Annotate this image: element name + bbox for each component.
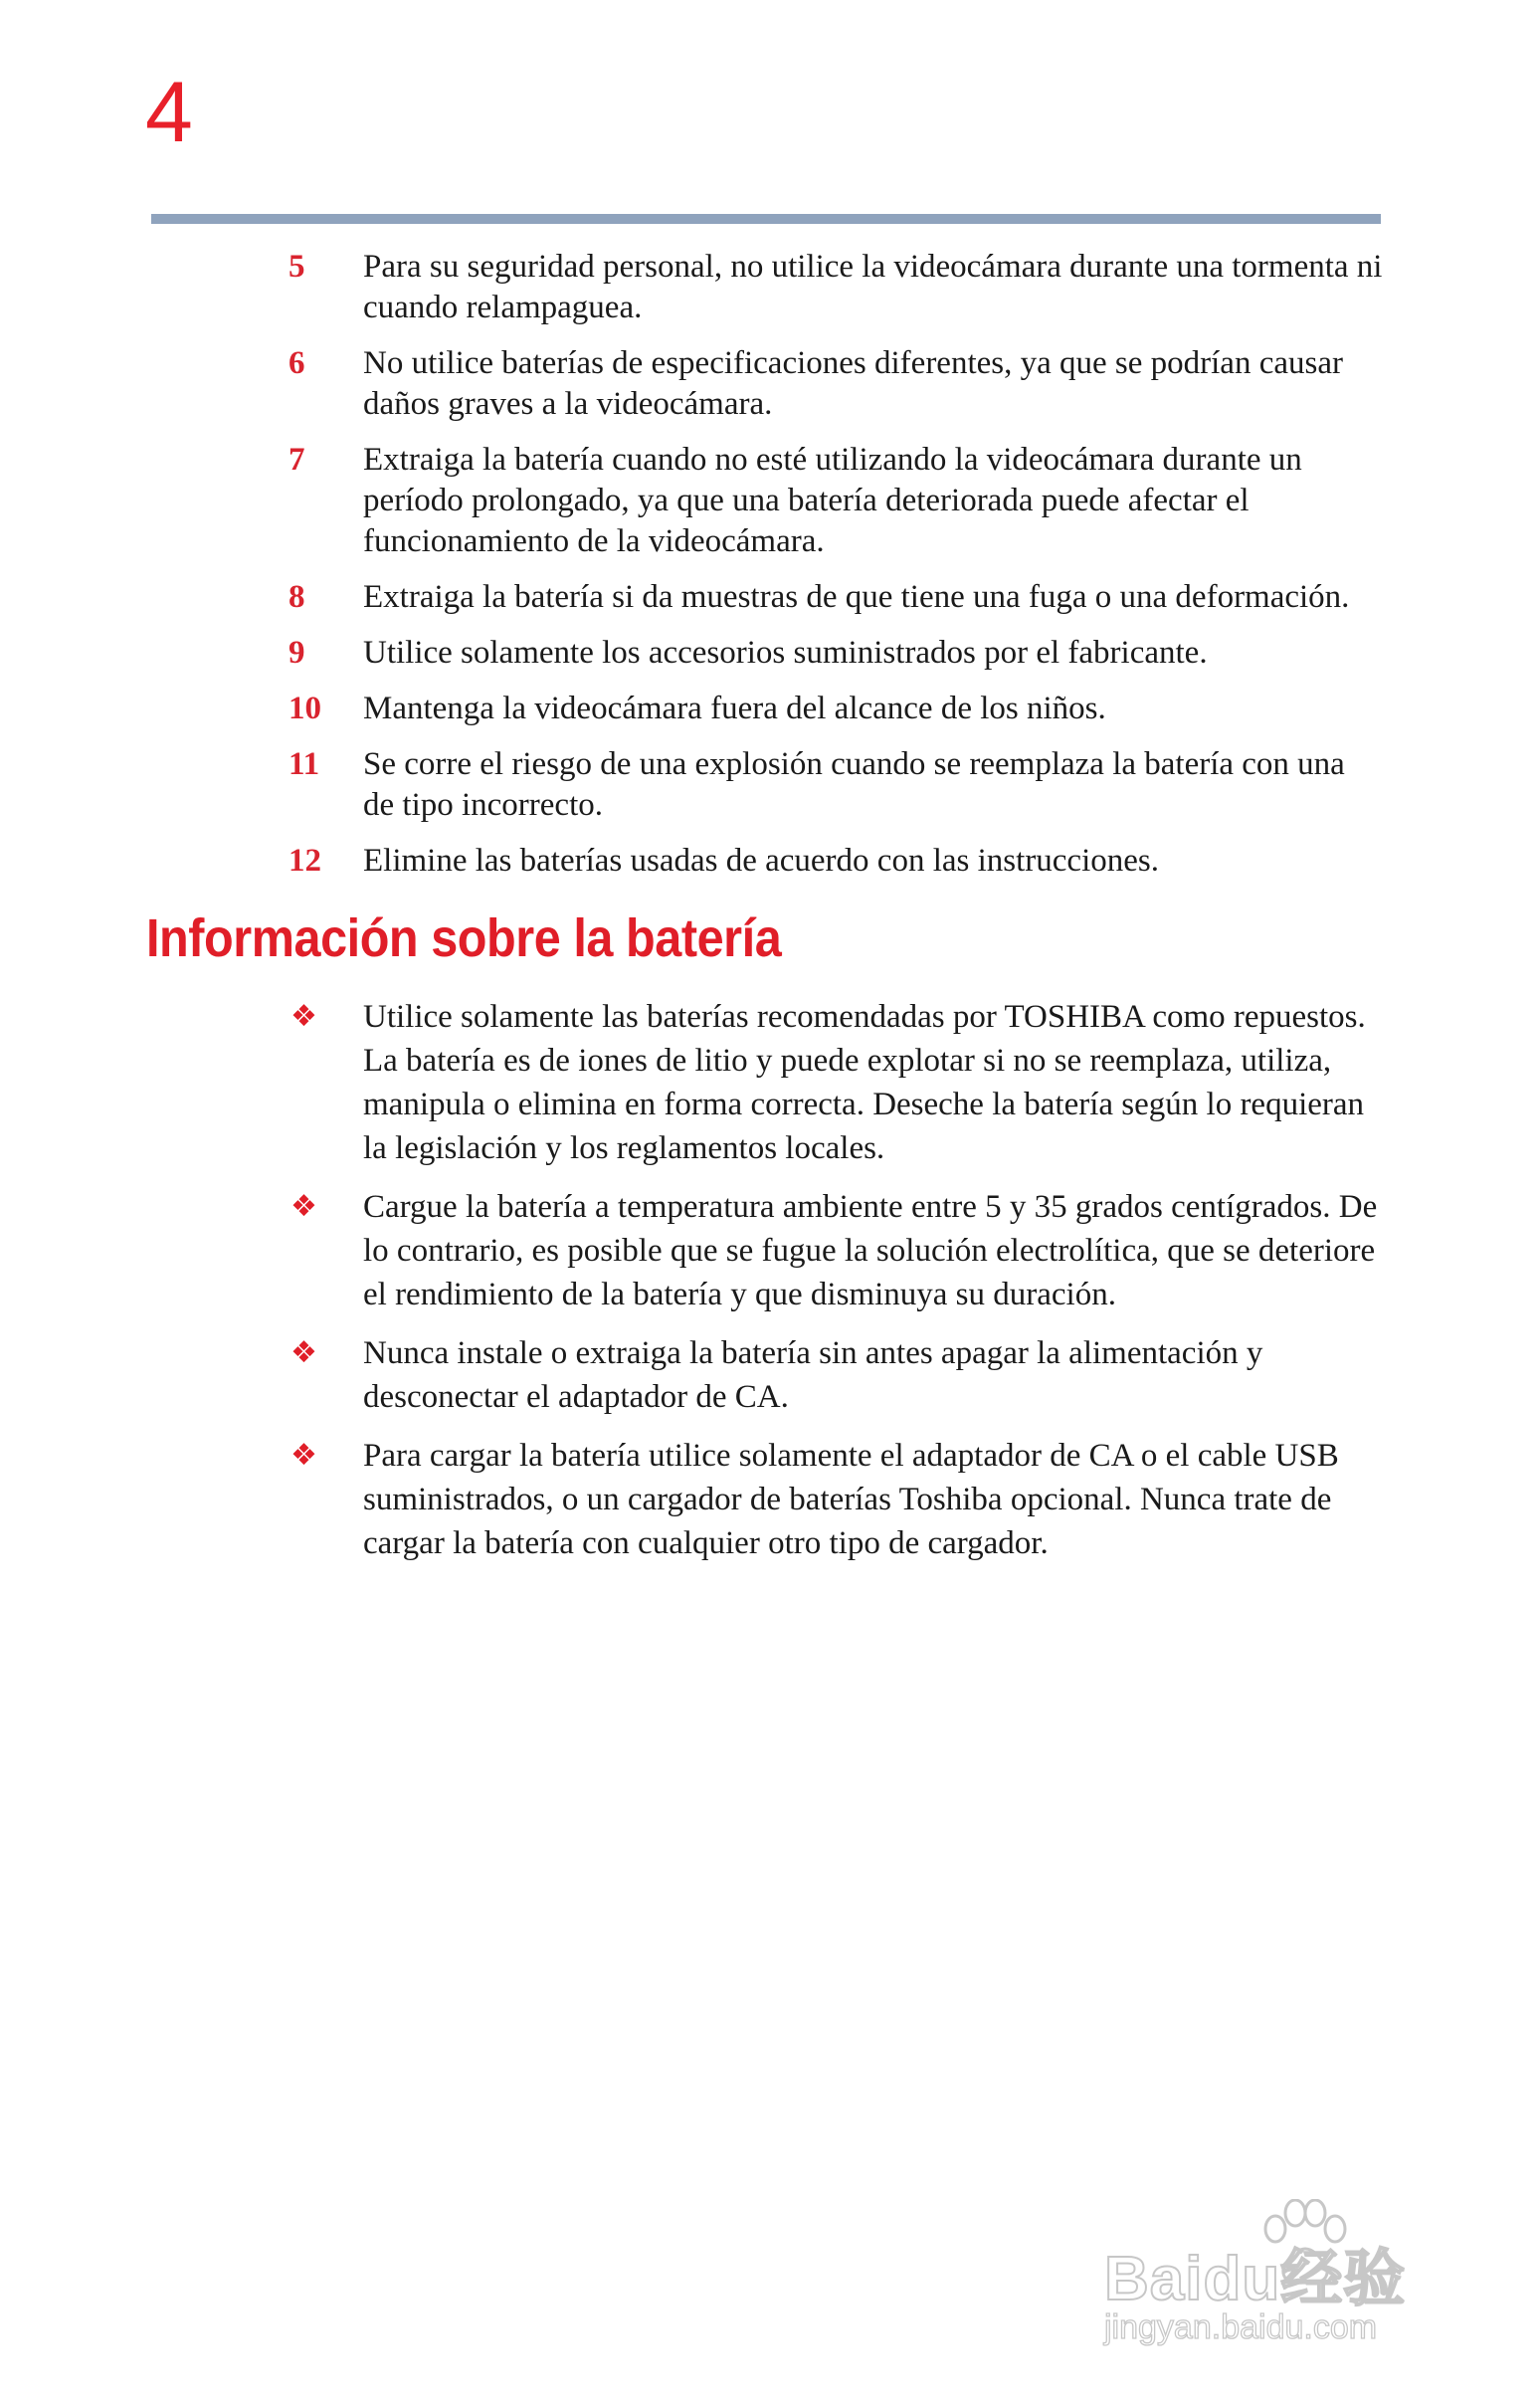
item-number: 6 [289, 345, 305, 381]
bullet-item [149, 1185, 1383, 1316]
item-text: Mantenga la videocámara fuera del alcance de los niños. [363, 691, 1106, 726]
item-text: Extraiga la batería cuando no esté utilizando la videocámara durante un período prolongado, ya que una batería deteriorada puede afectar el funcionamiento de la videocámara. [363, 442, 1302, 559]
list-item [149, 689, 1383, 729]
list-item [149, 841, 1383, 882]
bullet-text: Nunca instale o extraiga la batería sin antes apagar la alimentación y desconectar el adaptador de CA. [363, 1335, 1263, 1415]
item-text: Extraiga la batería si da muestras de que tiene una fuga o una deformación. [363, 579, 1350, 615]
list-item [149, 577, 1383, 618]
item-number: 12 [289, 843, 321, 879]
section-heading: Información sobre la batería [146, 908, 782, 968]
list-item [149, 744, 1383, 826]
baidu-watermark [1104, 2199, 1462, 2348]
diamond-bullet-icon: ❖ [290, 1438, 317, 1473]
item-number: 11 [289, 746, 320, 782]
item-number: 5 [289, 249, 305, 285]
bullet-text: Para cargar la batería utilice solamente el adaptador de CA o el cable USB suministrados, o un cargador de baterías Toshiba opcional. Nunca trate de cargar la batería con cualquier otro tipo de cargador. [363, 1438, 1339, 1561]
bullet-text: Utilice solamente las baterías recomendadas por TOSHIBA como repuestos. La batería es de iones de litio y puede explotar si no se reemplaza, utiliza, manipula o elimina en forma correcta. Deseche la batería según lo requieran la legislación y los reglamentos locales. [363, 999, 1366, 1166]
list-item [149, 247, 1383, 328]
bullet-item [149, 1331, 1383, 1419]
item-number: 8 [289, 579, 305, 615]
item-text: Se corre el riesgo de una explosión cuando se reemplaza la batería con una de tipo incorrecto. [363, 746, 1345, 823]
watermark-logo-text: Baidu经验 [1104, 2245, 1407, 2313]
numbered-safety-list [149, 247, 1383, 897]
item-text: Utilice solamente los accesorios suministrados por el fabricante. [363, 635, 1208, 671]
bullet-item [149, 995, 1383, 1170]
diamond-bullet-icon: ❖ [290, 1189, 317, 1224]
bullet-text: Cargue la batería a temperatura ambiente entre 5 y 35 grados centígrados. De lo contrario, es posible que se fugue la solución electrolítica, que se deteriore el rendimiento de la batería y que disminuya su duración. [363, 1189, 1378, 1312]
list-item [149, 633, 1383, 674]
header-rule [151, 214, 1381, 224]
list-item [149, 343, 1383, 425]
item-text: Para su seguridad personal, no utilice la videocámara durante una tormenta ni cuando relampaguea. [363, 249, 1383, 325]
item-number: 10 [289, 691, 321, 726]
list-item [149, 440, 1383, 562]
item-text: No utilice baterías de especificaciones diferentes, ya que se podrían causar daños graves a la videocámara. [363, 345, 1343, 422]
diamond-bullet-icon: ❖ [290, 1335, 317, 1370]
watermark-url: jingyan.baidu.com [1104, 2308, 1378, 2346]
diamond-bullet-icon: ❖ [290, 999, 317, 1034]
bullet-item [149, 1434, 1383, 1565]
battery-info-list [149, 995, 1383, 1580]
item-number: 7 [289, 442, 305, 478]
page-number: 4 [145, 65, 193, 160]
item-text: Elimine las baterías usadas de acuerdo con las instrucciones. [363, 843, 1159, 879]
item-number: 9 [289, 635, 305, 671]
